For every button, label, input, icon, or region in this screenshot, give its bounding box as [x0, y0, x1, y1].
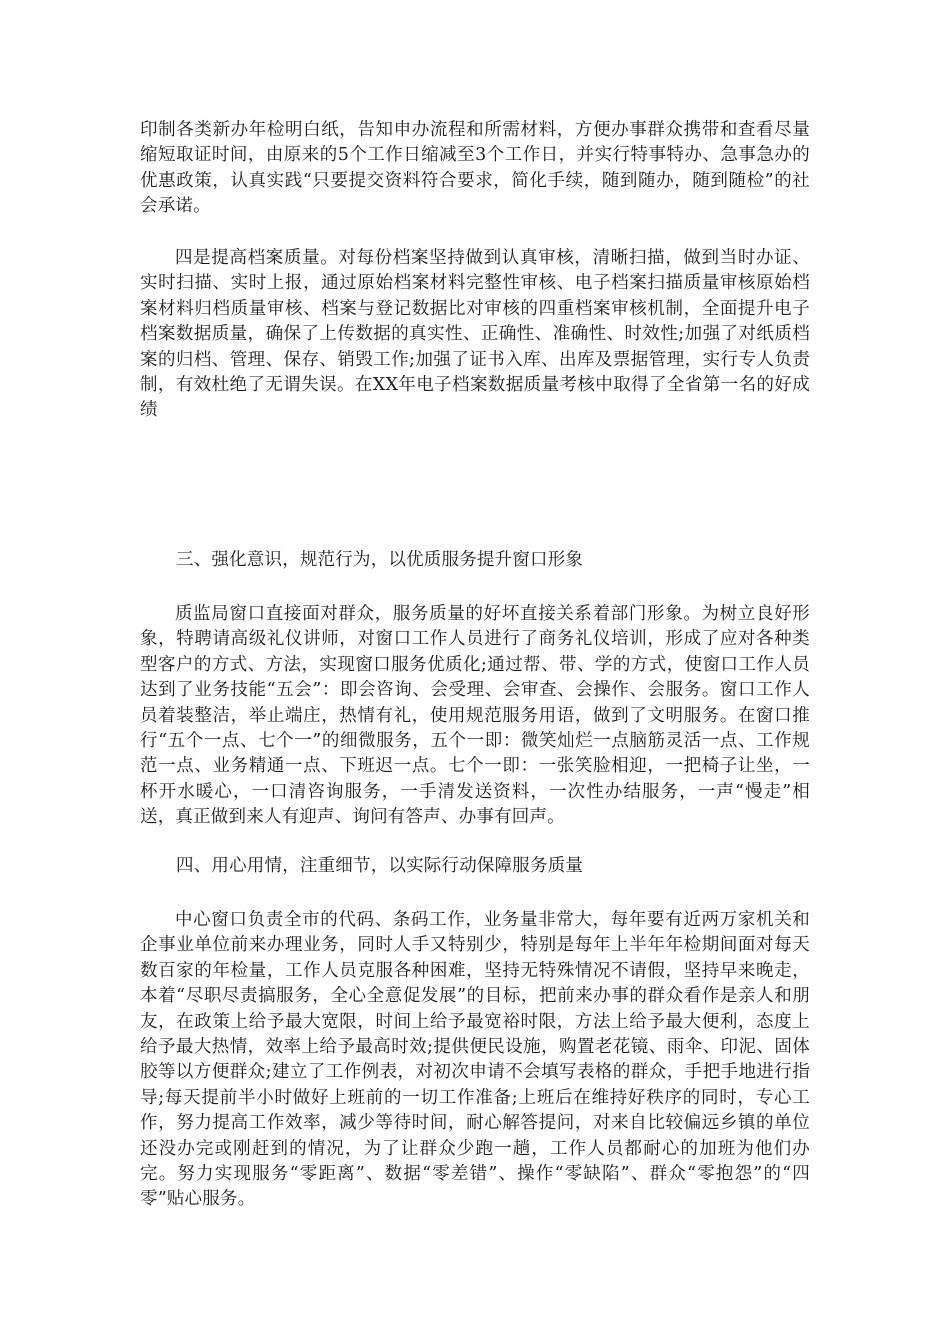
paragraph-window-image: 质监局窗口直接面对群众，服务质量的好坏直接关系着部门形象。为树立良好形象，特聘请高级礼仪讲师，对窗口工作人员进行了商务礼仪培训，形成了应对各种类型客户的方式、方法，实现窗口服务优质化;通过帮、带、学的方式，使窗口工作人员达到了业务技能“五会”：即会咨询、会受理、会审查、会操作、会服务。窗口工作人员着装整洁，举止端庄，热情有礼，使用规范服务用语，做到了文明服务。在窗口推行“五个一点、七个一”的细微服务，五个一即：微笑灿烂一点脑筋灵活一点、工作规范一点、业务精通一点、下班迟一点。七个一即：一张笑脸相迎，一把椅子让坐，一杯开水暖心，一口清咨询服务，一手清发送资料，一次性办结服务，一声“慢走”相送，真正做到来人有迎声、询问有答声、办事有回声。	[140, 604, 810, 828]
section-heading-three: 三、强化意识，规范行为，以优质服务提升窗口形象	[176, 550, 584, 570]
section-heading-four: 四、用心用情，注重细节，以实际行动保障服务质量	[176, 856, 584, 876]
paragraph-service-commitment: 印制各类新办年检明白纸，告知申办流程和所需材料，方便办事群众携带和查看尽量缩短取证时间，由原来的5个工作日缩减至3个工作日，并实行特事特办、急事急办的优惠政策，认真实践“只要提交资料符合要求，简化手续，随到随办，随到随检”的社会承诺。	[140, 120, 810, 217]
paragraph-service-quality: 中心窗口负责全市的代码、条码工作，业务量非常大，每年要有近两万家机关和企事业单位前来办理业务，同时人手又特别少，特别是每年上半年年检期间面对每天数百家的年检量，工作人员克服各种困难，坚持无特殊情况不请假，坚持早来晚走，本着“尽职尽责搞服务，全心全意促发展”的目标，把前来办事的群众看作是亲人和朋友，在政策上给予最大宽限，时间上给予最宽裕时限，方法上给予最大便利，态度上给予最大热情，效率上给予最高时效;提供便民设施，购置老花镜、雨伞、印泥、固体胶等以方便群众;建立了工作例表，对初次申请不会填写表格的群众，手把手地进行指导;每天提前半小时做好上班前的一切工作准备;上班后在维持好秩序的同时，专心工作，努力提高工作效率，减少等待时间，耐心解答提问，对来自比较偏远乡镇的单位还没办完或刚赶到的情况，为了让群众少跑一趟，工作人员都耐心的加班为他们办完。努力实现服务“零距离”、数据“零差错”、操作“零缺陷”、群众“零抱怨”的“四零”贴心服务。	[140, 910, 810, 1210]
paragraph-archive-quality: 四是提高档案质量。对每份档案坚持做到认真审核，清晰扫描，做到当时办证、实时扫描、实时上报，通过原始档案材料完整性审核、电子档案扫描质量审核原始档案材料归档质量审核、档案与登记数据比对审核的四重档案审核机制，全面提升电子档案数据质量，确保了上传数据的真实性、正确性、准确性、时效性;加强了对纸质档案的归档、管理、保存、销毁工作;加强了证书入库、出库及票据管理，实行专人负责制，有效杜绝了无谓失误。在XX年电子档案数据质量考核中取得了全省第一名的好成绩	[140, 248, 810, 421]
